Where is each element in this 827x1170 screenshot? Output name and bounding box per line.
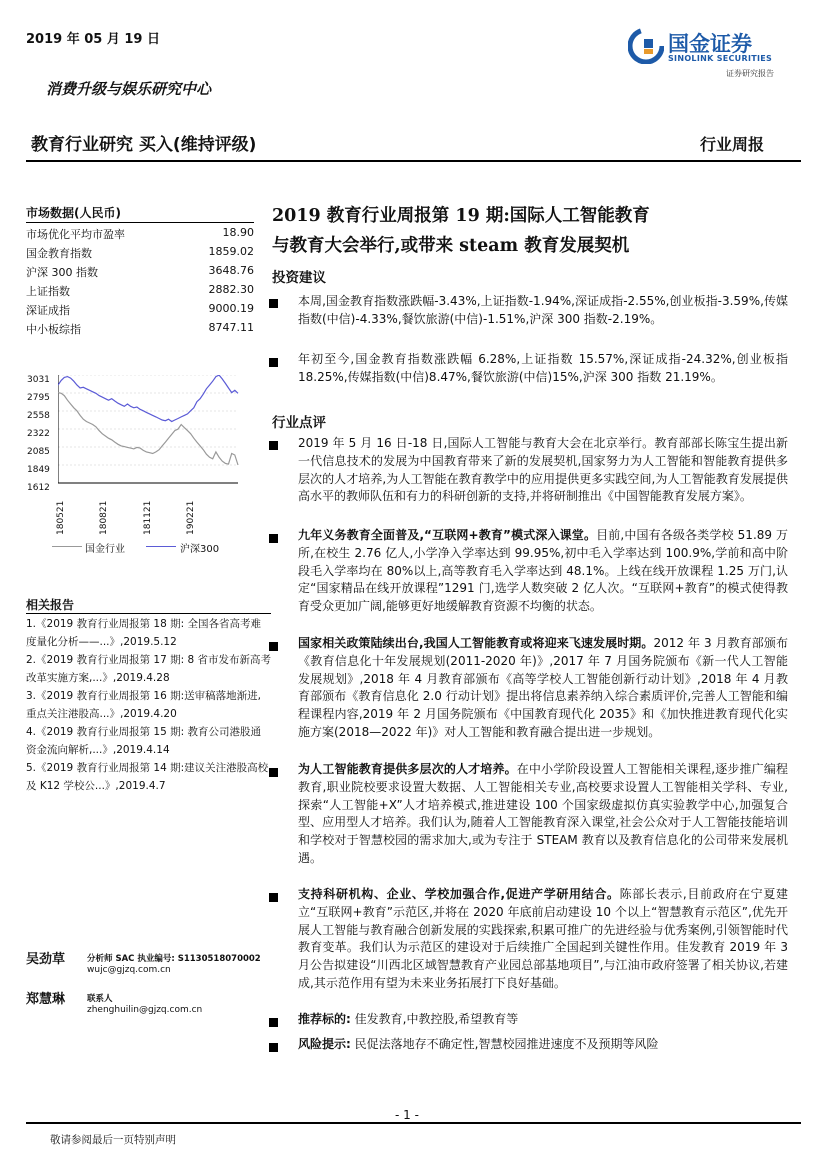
related-report-link[interactable]: 1.《2019 教育行业周报第 18 期: 全国各省高考难度量化分析——...》,2019.5.12 [26,618,261,648]
bullet-square-icon [269,358,278,367]
related-divider [26,613,271,614]
legend-label-guojin: 国金行业 [85,544,125,555]
related-report-link[interactable]: 5.《2019 教育行业周报第 14 期:建议关注港股高校及 K12 学校公...》,2019.4.7 [26,762,269,792]
review-paragraph: 支持科研机构、企业、学校加强合作,促进产学研用结合。陈部长表示,目前政府在宁夏建立“互联网+教育”示范区,并将在 2020 年底前启动建设 10 个以上“智慧教育示范区”,优先开展人工智能与教育融合创新发展的实践探索,积累可推广的先进经验与优秀案例,引领智能时代教育变革。我们认为示范区的建设对于后续推广全国起到关键性作用。佳发教育 2019 年 3 月公告拟建设“川西北区域智慧教育产业园总部基地项目”,与江油市政府签署了相关协议,若建成,其示范作用有望为未来业务拓展打下良好基础。 [298,887,788,990]
analyst-email[interactable]: wujc@gjzq.com.cn [87,965,171,975]
contact-email[interactable]: zhenghuilin@gjzq.com.cn [87,1005,203,1015]
series-line-hs300 [58,375,238,421]
market-row: 上证指数 2882.30 [26,283,254,298]
x-tick-label: 190221 [186,500,196,535]
contact-name: 郑慧琳 [26,992,66,1007]
contact-role: 联系人 [87,994,113,1004]
report-type: 行业周报 [700,135,765,154]
analyst-role: 分析师 SAC 执业编号: S1130518070002 [87,954,261,964]
logo-cn: 国金证券 [668,32,752,56]
y-tick-label: 2085 [27,447,50,457]
related-report-link[interactable]: 2.《2019 教育行业周报第 17 期: 8 省市发布新高考改革实施方案,...》,2019.4.28 [26,654,272,684]
bullet-square-icon [269,893,278,902]
investment-paragraph: 年初至今,国金教育指数涨跌幅 6.28%,上证指数 15.57%,深证成指-24.32%,创业板指 18.25%,传媒指数(中信)8.47%,餐饮旅游(中信)15%,沪深 300 指数 21.19%。 [298,352,788,384]
review-paragraph: 国家相关政策陆续出台,我国人工智能教育或将迎来飞速发展时期。2012 年 3 月教育部颁布《教育信息化十年发展规划(2011-2020 年)》,2017 年 7 月国务院颁布《新一代人工智能发展规划》,2018 年 4 月教育部颁布《高等学校人工智能创新行动计划》,2018 年 4 月教育部颁布《教育信息化 2.0 行动计划》提出将信息素养纳入综合素质评价,完善人工智能和编程课程内容,2019 年 2 月国务院颁布《中国教育现代化 2035》和《加快推进教育现代化实施方案(2018—2022 年)》对人工智能和教育融合提出进一步规划。 [298,636,788,739]
bullet-square-icon [269,441,278,450]
report-title-line2: 与教育大会举行,或带来 steam 教育发展契机 [272,236,630,256]
y-tick-label: 1612 [27,483,50,493]
section-title-review: 行业点评 [272,415,326,431]
rating-line: 教育行业研究 买入(维持评级) [31,135,257,155]
y-tick-label: 1849 [27,465,50,475]
bullet-square-icon [269,642,278,651]
market-divider [26,222,254,223]
research-center: 消费升级与娱乐研究中心 [46,80,212,98]
review-paragraph: 为人工智能教育提供多层次的人才培养。在中小学阶段设置人工智能相关课程,逐步推广编程教育,职业院校要求设置大数据、人工智能相关专业,高校要求设置人工智能相关学科、专业,探索“人工智能+X”人才培养模式,推进建设 100 个国家级虚拟仿真实验教学中心,加强复合型、应用型人才培养。我们认为,随着人工智能教育深入课堂,社会公众对于人工智能技能培训和学校对于智慧校园的需求加大,或为专注于 STEAM 教育以及教育信息化的公司带来发展机遇。 [298,762,788,865]
bullet-square-icon [269,768,278,777]
x-tick-label: 181121 [143,500,153,535]
market-row: 深证成指 9000.19 [26,302,254,317]
bullet-square-icon [269,1043,278,1052]
x-tick-label: 180521 [56,500,66,535]
logo-subtitle: 证券研究报告 [726,69,774,78]
related-reports-title: 相关报告 [26,598,75,612]
market-row: 沪深 300 指数 3648.76 [26,264,254,279]
investment-paragraph: 本周,国金教育指数涨跌幅-3.43%,上证指数-1.94%,深证成指-2.55%,创业板指-3.59%,传媒指数(中信)-4.33%,餐饮旅游(中信)-1.51%,沪深 300 指数-2.19%。 [298,294,788,326]
market-row: 市场优化平均市盈率 18.90 [26,226,254,241]
risk-line: 风险提示: 民促法落地存不确定性,智慧校园推进速度不及预期等风险 [298,1037,659,1051]
logo-en: SINOLINK SECURITIES [668,54,773,63]
index-line-chart [58,375,244,495]
section-title-investment: 投资建议 [272,270,326,286]
page-number: - 1 - [395,1108,419,1122]
related-report-link[interactable]: 3.《2019 教育行业周报第 16 期:送审稿落地渐进,重点关注港股高...》,2019.4.20 [26,690,261,720]
report-title-line1: 2019 教育行业周报第 19 期:国际人工智能教育 [272,206,650,226]
market-row: 中小板综指 8747.11 [26,321,254,336]
recommendation-line: 推荐标的: 佳发教育,中教控股,希望教育等 [298,1012,519,1026]
review-paragraph: 2019 年 5 月 16 日-18 日,国际人工智能与教育大会在北京举行。教育部部长陈宝生提出新一代信息技术的发展为中国教育带来了新的发展契机,国家努力为人工智能和智能教育提供多层次的人才培养,为人工智能在教育教学中的应用提供更多实践空间,为人工智能教育发展提供高水平的教师队伍和有力的科研创新的支持,并将研制推出《中国智能教育发展方案》。 [298,436,788,504]
disclaimer-note: 敬请参阅最后一页特别声明 [50,1134,176,1146]
legend-swatch-guojin [52,546,82,547]
header-divider [26,160,801,162]
review-paragraph: 九年义务教育全面普及,“互联网+教育”模式深入课堂。目前,中国有各级各类学校 51.89 万所,在校生 2.76 亿人,小学净入学率达到 99.95%,初中毛入学率达到 100.9%,学前和高中阶段毛入学率均在 80%以上,高等教育毛入学率达到 48.1%。上线在线开放课程 1.25 万门,认定“国家精品在线开放课程”1291 门,选学人数突破 2 亿人次。“互联网+教育”的模式使得教育受众更加广阔,能够更好地缓解教育资源不均衡的状态。 [298,528,788,614]
market-row: 国金教育指数 1859.02 [26,245,254,260]
x-tick-label: 180821 [99,500,109,535]
market-data-title: 市场数据(人民币) [26,206,121,220]
footer-divider [26,1122,801,1124]
y-tick-label: 2322 [27,429,50,439]
bullet-square-icon [269,534,278,543]
y-tick-label: 2795 [27,393,50,403]
sinolink-logo-icon [628,28,664,64]
y-tick-label: 3031 [27,375,50,385]
legend-label-hs300: 沪深300 [180,544,220,555]
y-tick-label: 2558 [27,411,50,421]
related-report-link[interactable]: 4.《2019 教育行业周报第 15 期: 教育公司港股通资金流向解析,...》,2019.4.14 [26,726,261,756]
report-date: 2019 年 05 月 19 日 [26,32,160,47]
legend-swatch-hs300 [146,546,176,547]
bullet-square-icon [269,299,278,308]
analyst-name: 吴劲草 [26,952,66,967]
bullet-square-icon [269,1018,278,1027]
